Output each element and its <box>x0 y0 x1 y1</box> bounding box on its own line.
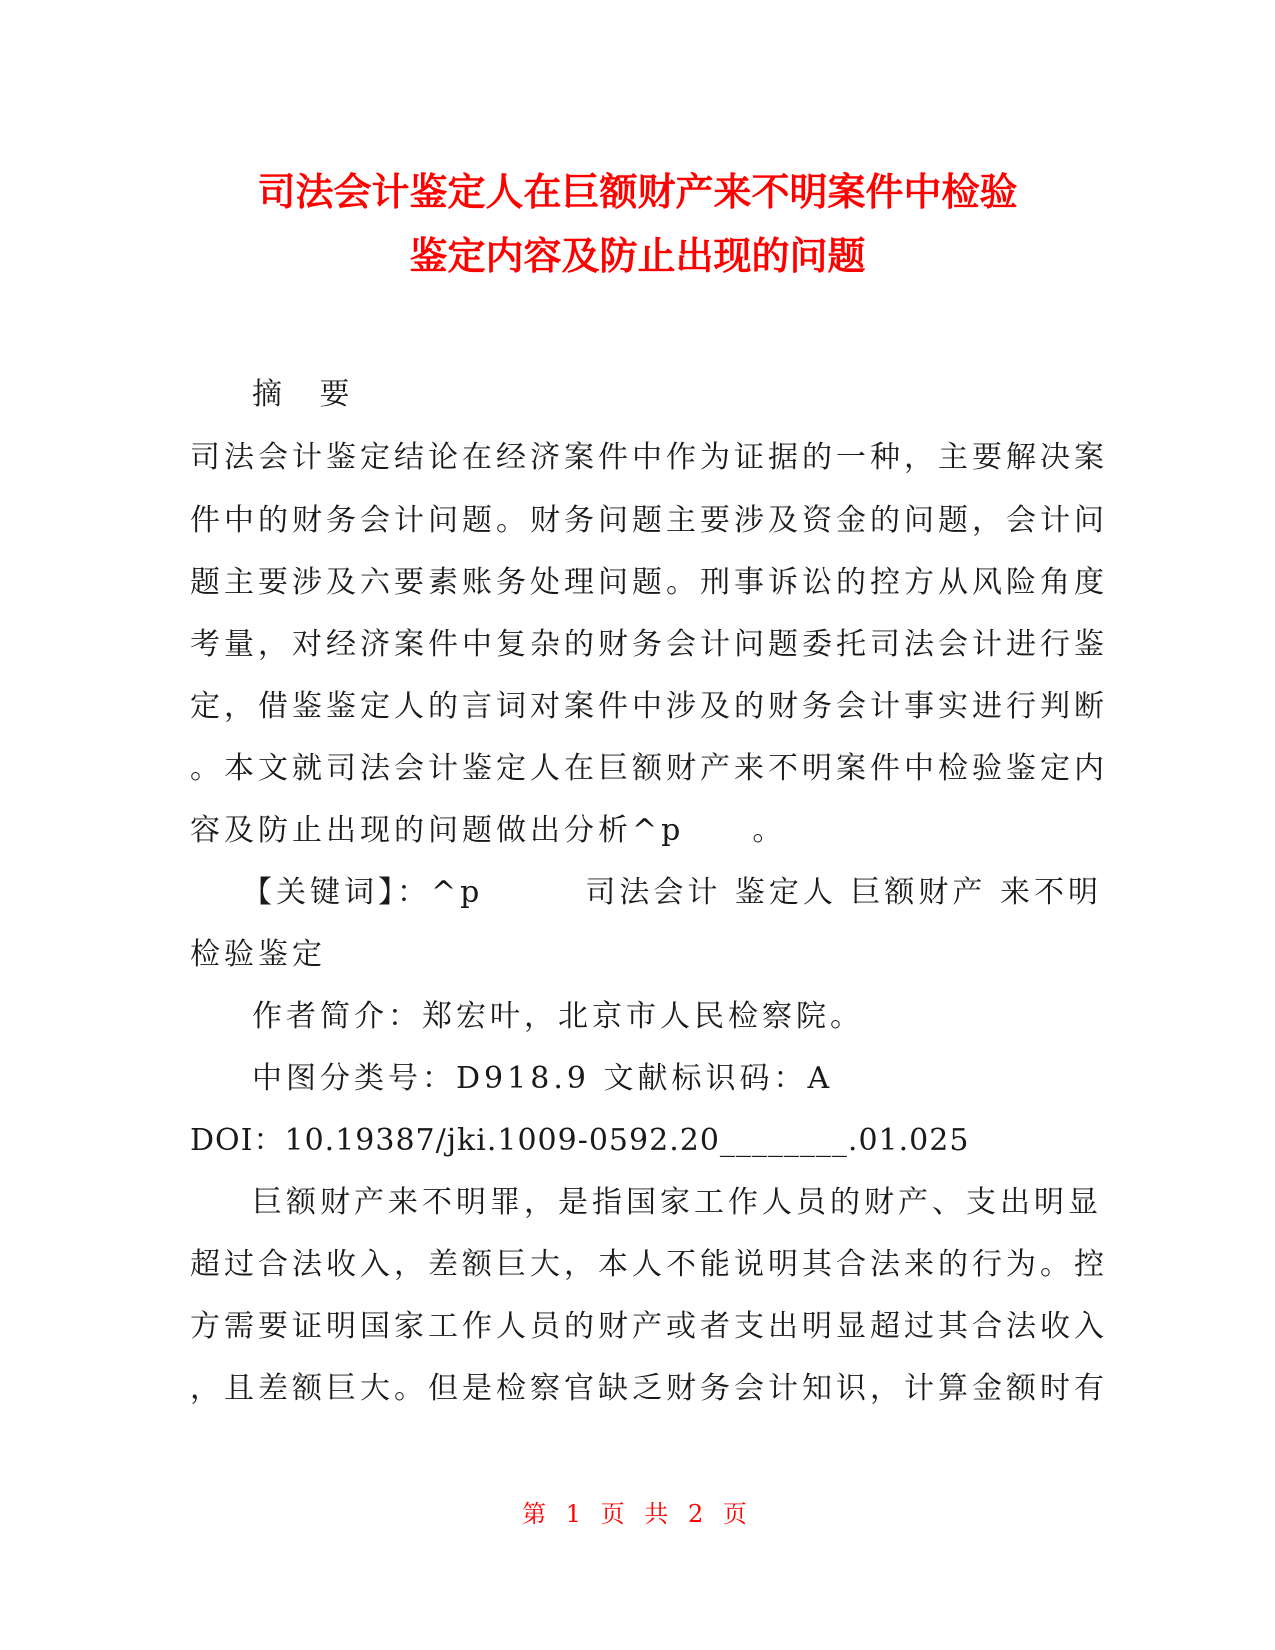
classification-info: 中图分类号：D918.9 文献标识码：A <box>252 1061 834 1096</box>
body-line: ，且差额巨大。但是检察官缺乏财务会计知识，计算金额时有 <box>190 1371 1108 1406</box>
abstract-label: 摘 要 <box>252 377 364 412</box>
abstract-line: 司法会计鉴定结论在经济案件中作为证据的一种，主要解决案 <box>190 440 1108 475</box>
page-footer: 第 1 页 共 2 页 <box>522 1500 753 1528</box>
doi-info: DOI：10.19387/jki.1009-0592.20________.01.025 <box>190 1123 970 1158</box>
abstract-line: 容及防止出现的问题做出分析^p 。 <box>190 813 787 848</box>
abstract-line: 件中的财务会计问题。财务问题主要涉及资金的问题，会计问 <box>190 503 1108 538</box>
body-line: 方需要证明国家工作人员的财产或者支出明显超过其合法收入 <box>190 1309 1108 1344</box>
abstract-line: 。本文就司法会计鉴定人在巨额财产来不明案件中检验鉴定内 <box>190 751 1108 786</box>
abstract-line: 定，借鉴鉴定人的言词对案件中涉及的财务会计事实进行判断 <box>190 689 1108 724</box>
body-line: 超过合法收入，差额巨大，本人不能说明其合法来的行为。控 <box>190 1247 1108 1282</box>
keywords-line: 检验鉴定 <box>190 937 326 972</box>
author-info: 作者简介：郑宏叶，北京市人民检察院。 <box>252 999 864 1034</box>
body-line: 巨额财产来不明罪，是指国家工作人员的财产、支出明显 <box>252 1185 1102 1220</box>
abstract-line: 题主要涉及六要素账务处理问题。刑事诉讼的控方从风险角度 <box>190 565 1108 600</box>
abstract-line: 考量，对经济案件中复杂的财务会计问题委托司法会计进行鉴 <box>190 627 1108 662</box>
keywords-line: 【关键词】：^p 司法会计 鉴定人 巨额财产 来不明 <box>242 875 1102 910</box>
document-title-line-2: 鉴定内容及防止出现的问题 <box>409 234 866 278</box>
document-title-line-1: 司法会计鉴定人在巨额财产来不明案件中检验 <box>257 170 1018 214</box>
